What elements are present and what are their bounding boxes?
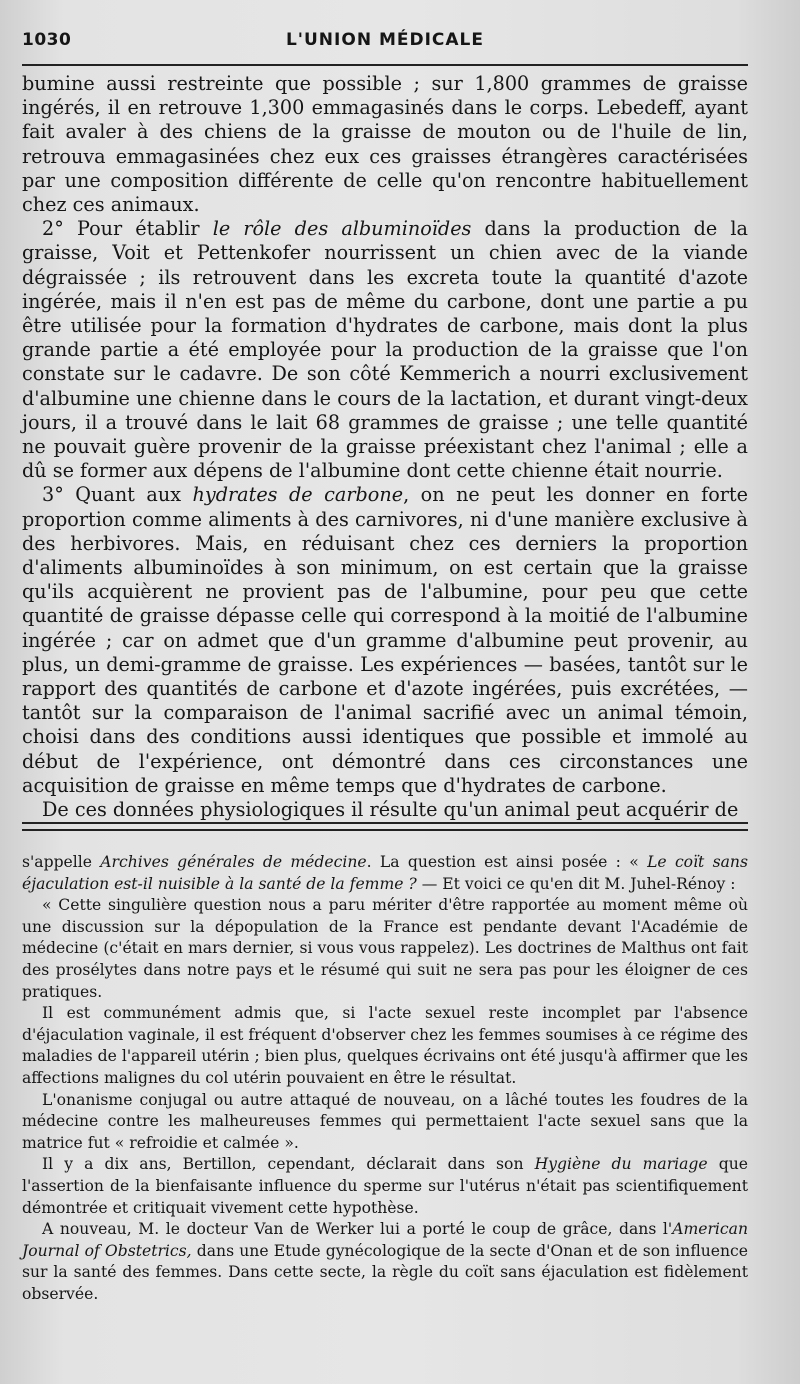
note-1-mid: . La question est ainsi posée : « [366,853,648,871]
header-rule [22,64,748,66]
note-4 [22,1090,748,1155]
paragraph-1 [22,72,748,217]
note-1-lead: s'appelle [22,853,101,871]
footnote-separator [22,822,748,831]
note-3-text: Il est communément admis que, si l'acte sexuel reste incomplet par l'absence d'éjaculation vaginale, il est fréquent d'observer chez les femmes soumises à ce régime des maladies de l'appareil utérin ; bien plus, quelques écrivains ont été jusqu'à affirmer que les affections malignes du col utérin pouvaient en être le résultat. [22,1004,748,1087]
note-5-lead: Il y a dix ans, Bertillon, cependant, déclarait dans son [42,1155,535,1174]
paragraph-3 [22,483,748,798]
note-5-book: Hygiène du mariage [534,1155,708,1174]
paragraph-1-text: bumine aussi restreinte que possible ; sur 1,800 grammes de graisse ingérés, il en retrouve 1,300 emmagasinés dans le corps. Lebedeff, ayant fait avaler à des chiens de la graisse de mouton ou de l'huile de lin, retrouva emmagasinées chez eux ces graisses étrangères caractérisées par une composition différente de celle qu'on rencontre habituellement chez ces animaux. [22,72,748,217]
journal-title: L'UNION MÉDICALE [285,30,485,50]
feuilleton-notes [22,852,748,1305]
paragraph-2-lead: 2° Pour établir [42,217,213,241]
note-1 [22,852,748,895]
note-6-lead: A nouveau, M. le docteur Van de Werker lui a porté le coup de grâce, dans l' [42,1220,673,1239]
note-6-tail: dans une Etude gynécologique de la secte d'Onan et de son influence sur la santé des femmes. Dans cette secte, la règle du coït sans éjaculation est fidèlement observée. [22,1241,749,1303]
note-2 [22,895,748,1003]
paragraph-3-text: , on ne peut les donner en forte proportion comme aliments à des carnivores, ni d'une manière exclusive à des herbivores. Mais, en réduisant chez ces derniers la proportion d'aliments albuminoïdes à son minimum, on est certain que la graisse qu'ils acquièrent ne provient pas de l'albumine, pour peu que cette quantité de graisse dépasse celle qui correspond à la moitié de l'albumine ingérée ; car on admet que d'un gramme d'albumine peut provenir, au plus, un demi-gramme de graisse. Les expériences — basées, tantôt sur le rapport des quantités de carbone et d'azote ingérées, puis excrétées, — tantôt sur la comparaison de l'animal sacrifié avec un animal témoin, choisi dans des conditions aussi identiques que possible et immolé au début de l'expérience, ont démontré dans ces circonstances une acquisition de graisse en même temps que d'hydrates de carbone. [22,483,749,797]
paragraph-2 [22,217,748,483]
main-text [22,72,748,822]
note-1-journal: Archives générales de médecine [100,853,367,871]
note-5-tail: que l'assertion de la bienfaisante influence du sperme sur l'utérus n'était pas scientifiquement démontrée et critiquait vivement cette hypothèse. [22,1155,748,1217]
paragraph-3-lead: 3° Quant aux [42,483,193,507]
page-header [22,28,748,58]
note-4-text: L'onanisme conjugal ou autre attaqué de nouveau, on a lâché toutes les foudres de la médecine contre les malheureuses femmes qui permettaient l'acte sexuel sans que la matrice fut « refroidie et calmée ». [22,1090,748,1152]
paragraph-4-text: De ces données physiologiques il résulte qu'un animal peut acquérir de [42,798,739,822]
note-5 [22,1154,748,1219]
paragraph-2-emphasis: le rôle des albuminoïdes [212,217,472,241]
note-2-text: « Cette singulière question nous a paru mériter d'être rapportée au moment même où une discussion sur la dépopulation de la France est pendante devant l'Académie de médecine (c'était en mars dernier, si vous vous rappelez). Les doctrines de Malthus ont fait des prosélytes dans notre pays et le résumé qui suit ne sera pas pour les éloigner de ces pratiques. [22,896,748,1001]
note-1-question: Le coït sans éjaculation est-il nuisible à la santé de la femme ? [22,853,748,893]
note-3 [22,1003,748,1089]
paragraph-3-emphasis: hydrates de carbone [192,483,404,507]
paragraph-2-text: dans la production de la graisse, Voit et Pettenkofer nourrissent un chien avec de la viande dégraissée ; ils retrouvent dans les excreta toute la quantité d'azote ingérée, mais il n'en est pas de même du carbone, dont une partie a pu être utilisée pour la formation d'hydrates de carbone, mais dont la plus grande partie a été employée pour la production de la graisse que l'on constate sur le cadavre. De son côté Kemmerich a nourri exclusivement d'albumine une chienne dans le cours de la lactation, et durant vingt-deux jours, il a trouvé dans le lait 68 grammes de graisse ; une telle quantité ne pouvait guère provenir de la graisse préexistant chez l'animal ; elle a dû se former aux dépens de l'albumine dont cette chienne était nourrie. [22,217,748,483]
note-6-journal: American Journal of Obstetrics, [22,1220,748,1260]
note-6 [22,1219,748,1305]
paragraph-4 [22,798,748,822]
page-number: 1030 [22,30,72,50]
note-1-tail: — Et voici ce qu'en dit M. Juhel-Rénoy : [416,874,736,893]
